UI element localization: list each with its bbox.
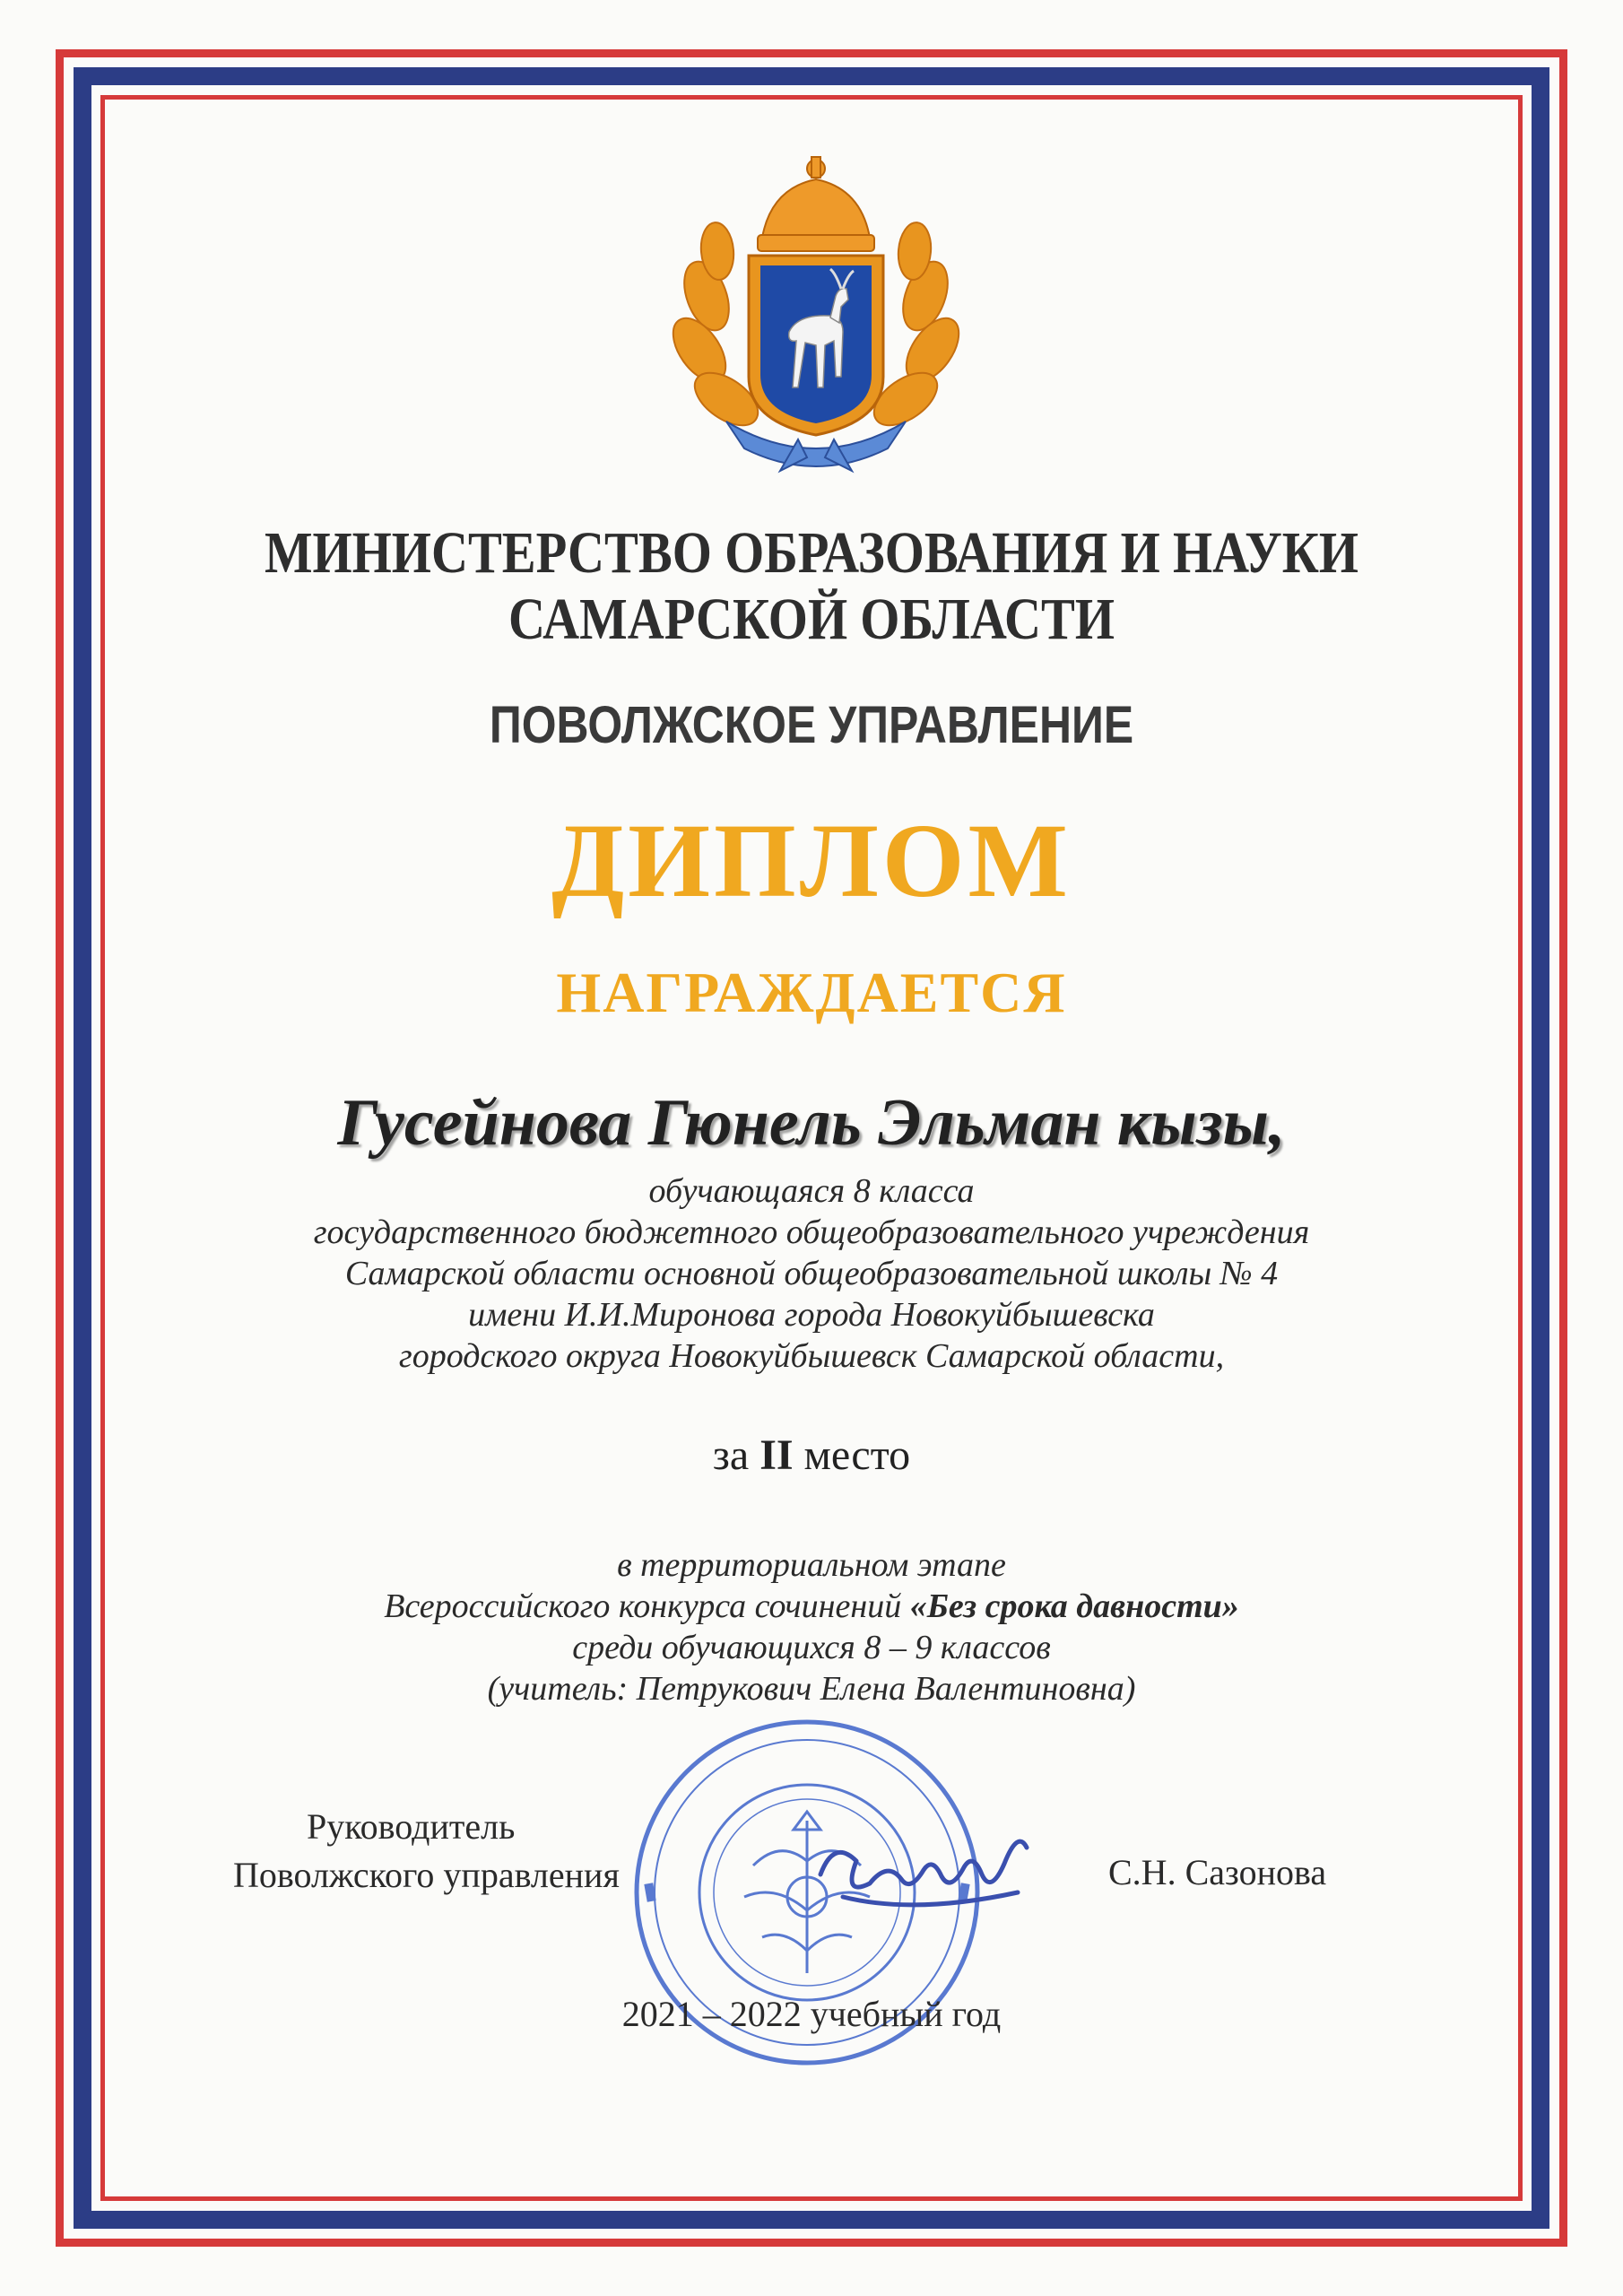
contest-name-prefix: Всероссийского конкурса сочинений — [384, 1587, 902, 1625]
contest-line-4: (учитель: Петрукович Елена Валентиновна) — [487, 1670, 1136, 1708]
contest-line-3: среди обучающихся 8 – 9 классов — [572, 1629, 1051, 1666]
handwritten-signature-icon — [807, 1812, 1040, 1928]
recipient-description — [0, 1170, 1623, 1377]
place-prefix: за — [712, 1431, 750, 1479]
position-line-2: Поволжского управления — [233, 1855, 620, 1895]
description-line: обучающаяся 8 класса — [648, 1172, 975, 1210]
department-name: ПОВОЛЖСКОЕ УПРАВЛЕНИЕ — [489, 696, 1134, 754]
place-suffix: место — [803, 1431, 911, 1479]
description-line: государственного бюджетного общеобразовательного учреждения — [313, 1213, 1310, 1251]
place-awarded — [0, 1431, 1623, 1480]
description-line: имени И.И.Миронова города Новокуйбышевска — [468, 1296, 1155, 1334]
contest-line-2 — [0, 1586, 1623, 1627]
description-line: городского округа Новокуйбышевск Самарской области, — [398, 1337, 1225, 1375]
ministry-line-2: САМАРСКОЙ ОБЛАСТИ — [508, 587, 1115, 652]
contest-line-1: в территориальном этапе — [617, 1546, 1006, 1584]
contest-title: «Без срока давности» — [909, 1587, 1239, 1625]
place-rank: II — [759, 1431, 794, 1479]
position-line-1: Руководитель — [307, 1806, 516, 1847]
signatory-position — [233, 1803, 620, 1900]
ministry-name — [114, 520, 1510, 653]
recipient-name: Гусейнова Гюнель Эльман кызы, — [337, 1086, 1286, 1160]
description-line: Самарской области основной общеобразовательной школы № 4 — [344, 1255, 1279, 1292]
samara-coat-of-arms-icon — [664, 152, 968, 475]
signatory-name: С.Н. Сазонова — [1108, 1852, 1327, 1892]
document-title: ДИПЛОМ — [551, 802, 1072, 919]
academic-year: 2021 – 2022 учебный год — [621, 1994, 1002, 2034]
contest-details — [0, 1544, 1623, 1709]
ministry-line-1: МИНИСТЕРСТВО ОБРАЗОВАНИЯ И НАУКИ — [264, 520, 1359, 586]
awarded-label: НАГРАЖДАЕТСЯ — [556, 961, 1067, 1024]
